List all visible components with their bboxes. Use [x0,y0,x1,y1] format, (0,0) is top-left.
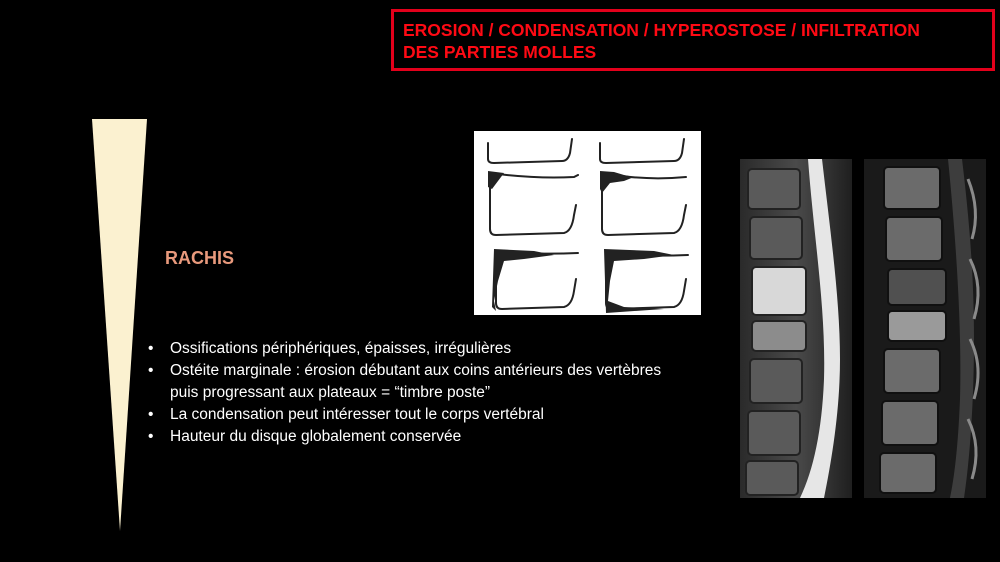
slide-title-line-2: DES PARTIES MOLLES [403,42,597,62]
spine-mri-t2-image [740,159,852,498]
spine-mri-t1-image [864,159,986,498]
vertebral-erosion-diagram [474,131,701,315]
bullet-item: • La condensation peut intéresser tout le corps vertébral [148,404,668,426]
bullet-list [148,338,668,448]
bullet-item: • Hauteur du disque globalement conservée [148,426,668,448]
slide-title-line-1: EROSION / CONDENSATION / HYPEROSTOSE / INFILTRATION [403,20,920,40]
bullet-item: • Ostéite marginale : érosion débutant aux coins antérieurs des vertèbres puis progressant aux plateaux = “timbre poste” [148,360,668,404]
section-heading: RACHIS [165,248,235,268]
slide-title-box [391,9,995,71]
bullet-item: • Ossifications périphériques, épaisses, irrégulières [148,338,668,360]
triangle-wedge-decoration [92,119,148,531]
